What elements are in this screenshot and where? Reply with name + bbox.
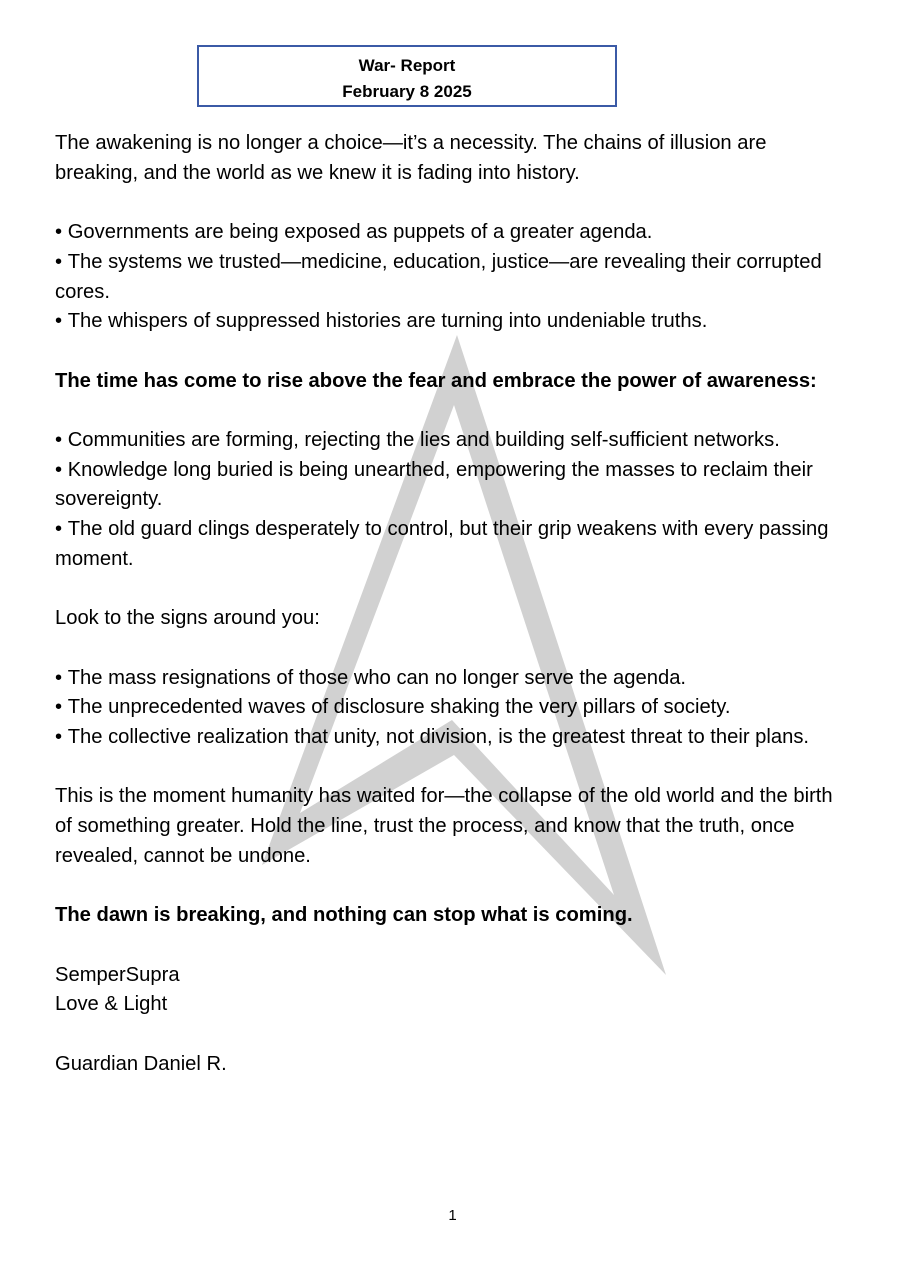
page-number: 1 [448, 1207, 457, 1224]
list-item: • The unprecedented waves of disclosure shaking the very pillars of society. [55, 693, 855, 723]
list-item: • The mass resignations of those who can no longer serve the agenda. [55, 664, 855, 694]
closing-paragraph: This is the moment humanity has waited for—the collapse of the old world and the birth of something greater. Hold the line, trust the process, and know that the truth, once revealed, cannot be undone. [55, 785, 833, 867]
list-item: • The old guard clings desperately to control, but their grip weakens with every passing moment. [55, 515, 855, 574]
signs-intro: Look to the signs around you: [55, 607, 320, 630]
list-item: • The collective realization that unity, not division, is the greatest threat to their plans. [55, 723, 855, 753]
report-body [55, 129, 855, 1079]
list-item: • The whispers of suppressed histories are turning into undeniable truths. [55, 307, 855, 337]
section-heading: The time has come to rise above the fear and embrace the power of awareness: [55, 369, 817, 392]
list-item: • Governments are being exposed as puppets of a greater agenda. [55, 218, 855, 248]
bullet-list-2 [55, 426, 855, 575]
signature-line-2: Love & Light [55, 993, 168, 1016]
signature-line-1: SemperSupra [55, 963, 180, 986]
intro-paragraph: The awakening is no longer a choice—it’s a necessity. The chains of illusion are breaking, and the world as we knew it is fading into history. [55, 132, 767, 184]
list-item: • Communities are forming, rejecting the lies and building self-sufficient networks. [55, 426, 855, 456]
closing-statement: The dawn is breaking, and nothing can stop what is coming. [55, 904, 633, 927]
list-item: • Knowledge long buried is being unearthed, empowering the masses to reclaim their sovereignty. [55, 456, 855, 515]
report-title: War- Report [358, 56, 456, 75]
list-item: • The systems we trusted—medicine, education, justice—are revealing their corrupted cores. [55, 248, 855, 307]
report-date: February 8 2025 [342, 82, 472, 101]
bullet-list-1 [55, 218, 855, 337]
author-name: Guardian Daniel R. [55, 1052, 227, 1075]
report-title-box [197, 45, 617, 107]
bullet-list-3 [55, 664, 855, 753]
